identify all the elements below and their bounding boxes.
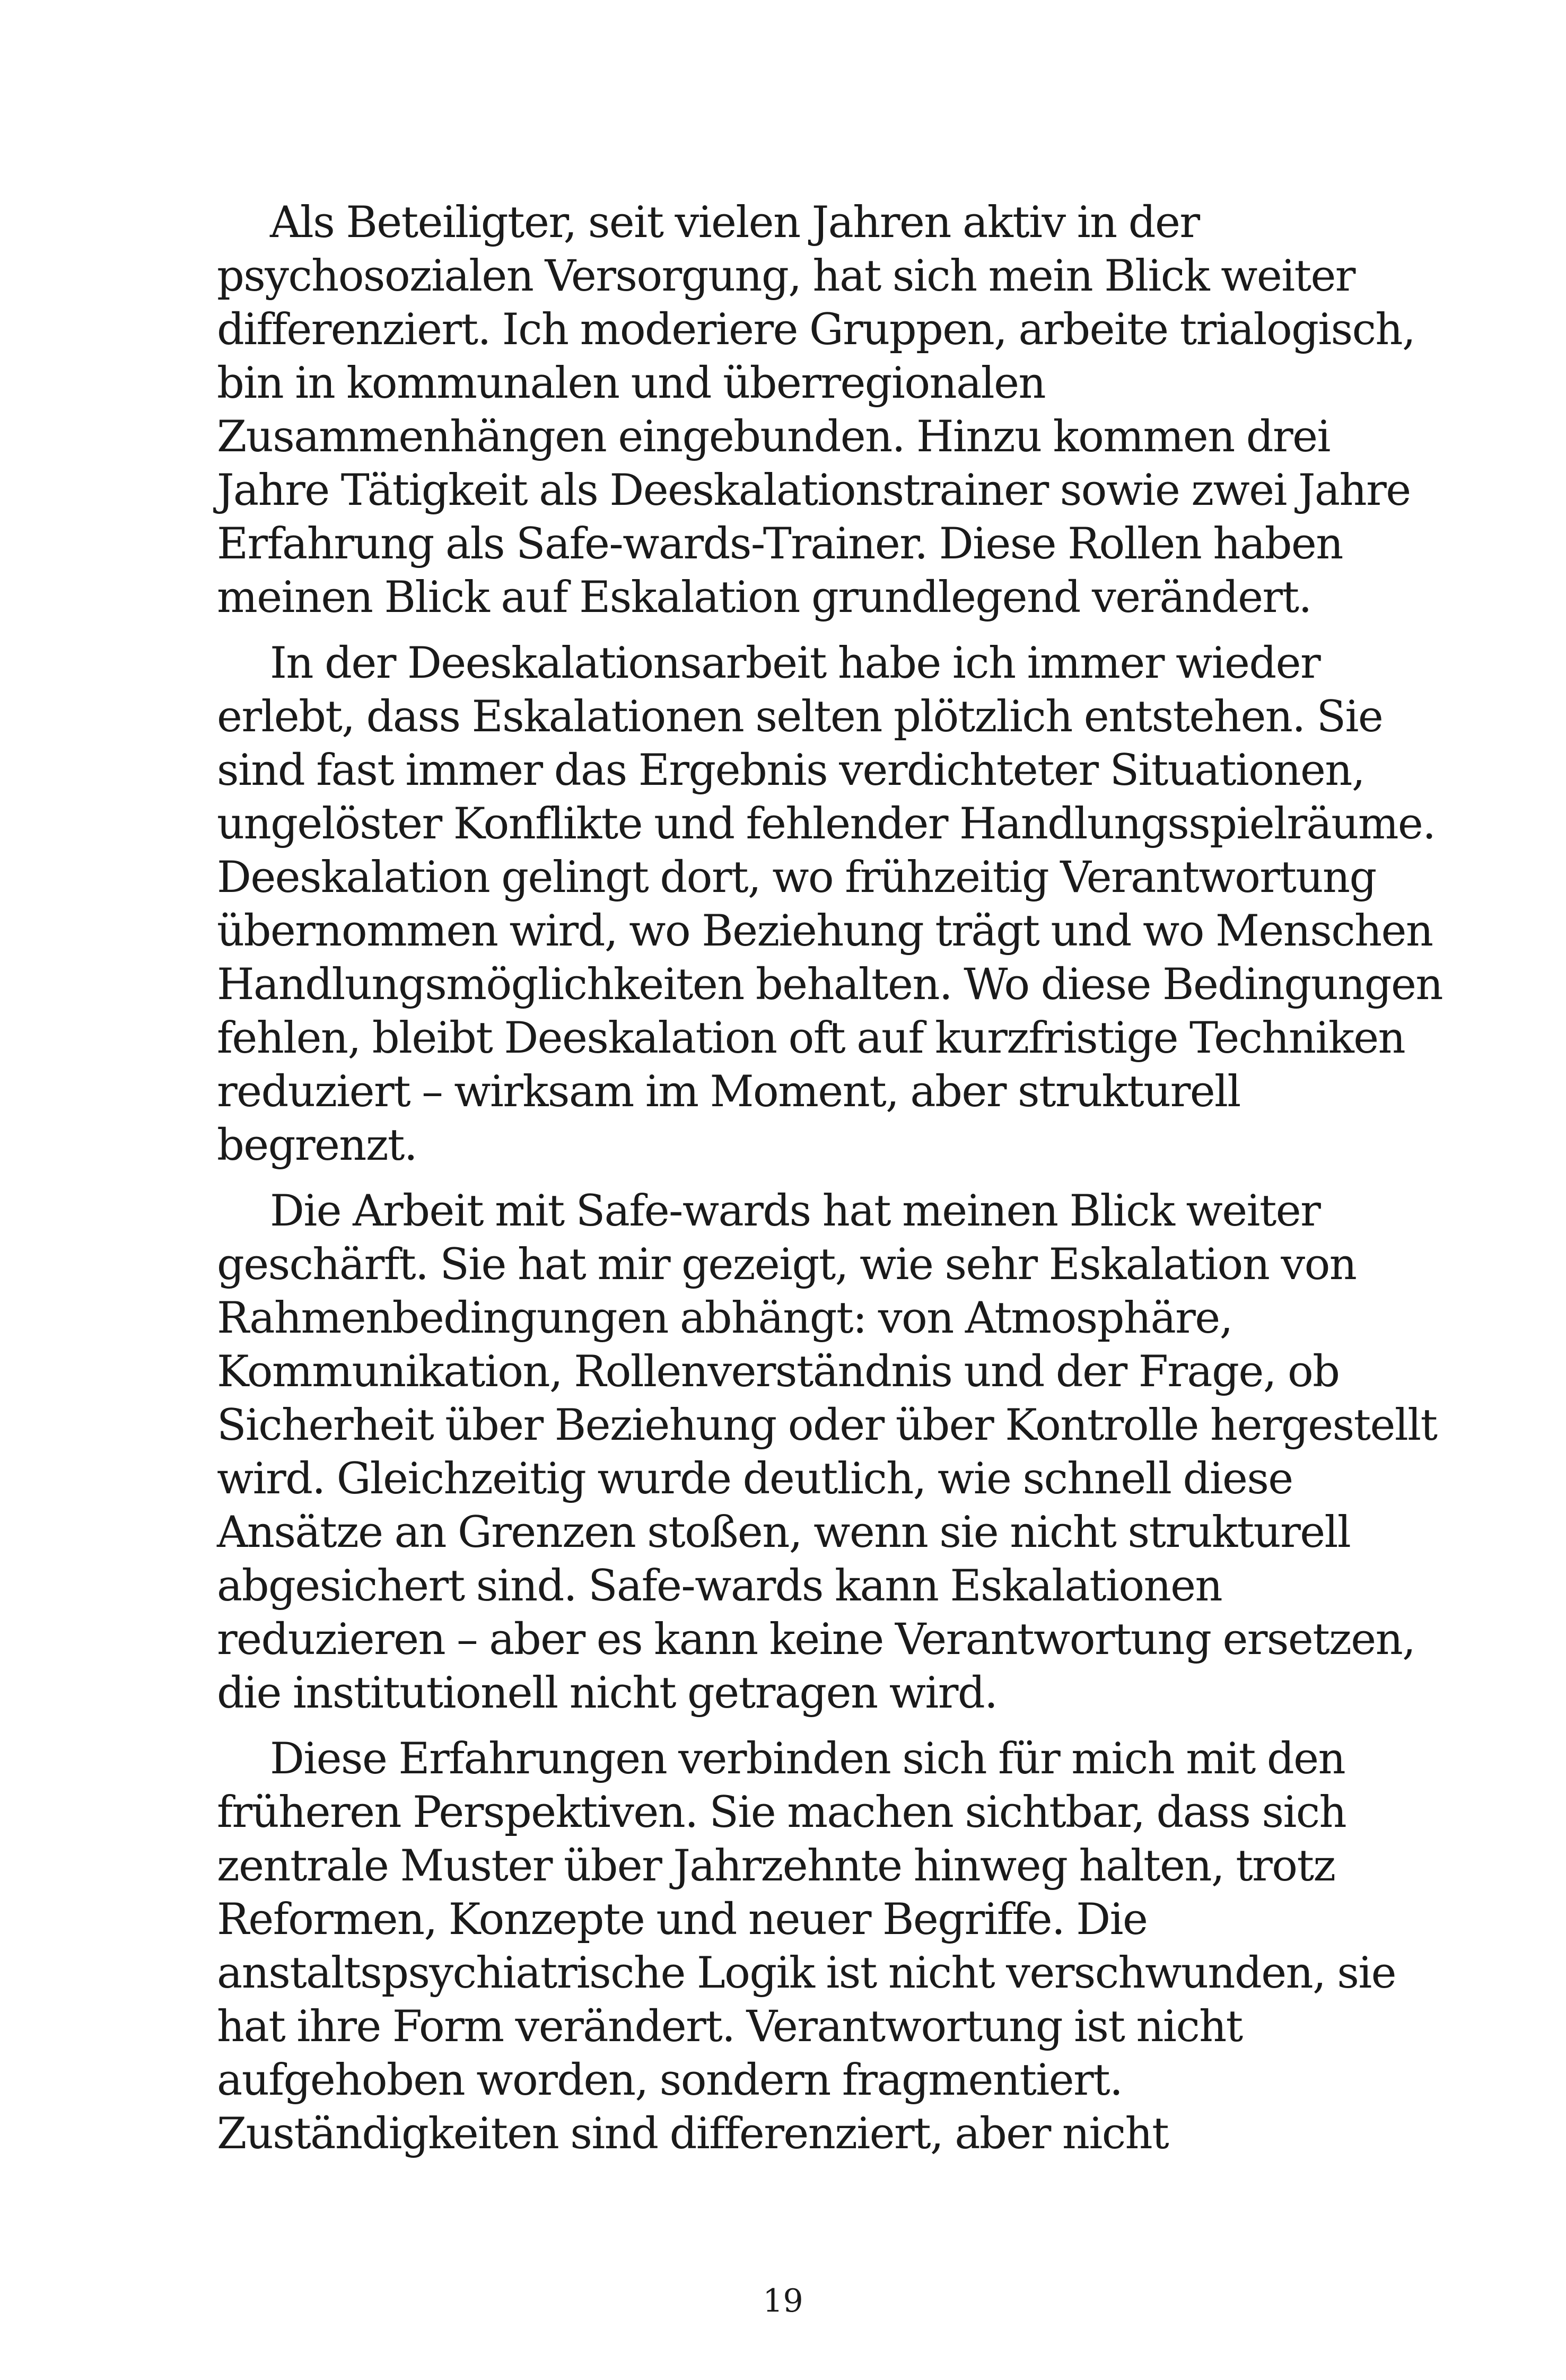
text-line: die institutionell nicht getragen wird. [217,1668,998,1718]
paragraph-3 [217,1185,1437,1720]
text-line: bin in kommunalen und überregionalen [217,358,1045,408]
text-line: anstaltspsychiatrische Logik ist nicht verschwunden, sie [217,1948,1396,1998]
text-line: Die Arbeit mit Safe-wards hat meinen Blick weiter [270,1186,1320,1236]
text-line: reduzieren – aber es kann keine Verantwortung ersetzen, [217,1615,1415,1665]
text-line: Erfahrung als Safe-wards-Trainer. Diese Rollen haben [217,519,1343,569]
paragraph-2 [217,637,1442,1172]
text-line: erlebt, dass Eskalationen selten plötzlich entstehen. Sie [217,692,1383,742]
text-line: Zuständigkeiten sind differenziert, aber nicht [217,2109,1169,2159]
text-line: zentrale Muster über Jahrzehnte hinweg halten, trotz [217,1841,1335,1891]
text-line: begrenzt. [217,1121,417,1170]
text-line: Sicherheit über Beziehung oder über Kontrolle hergestellt [217,1401,1437,1450]
text-line: Rahmenbedingungen abhängt: von Atmosphäre, [217,1293,1232,1343]
page-number: 19 [763,2282,803,2320]
text-line: Deeskalation gelingt dort, wo frühzeitig Verantwortung [217,853,1376,903]
text-line: Ansätze an Grenzen stoßen, wenn sie nicht strukturell [217,1508,1351,1558]
text-line: übernommen wird, wo Beziehung trägt und wo Menschen [217,906,1433,956]
text-line: abgesichert sind. Safe-wards kann Eskalationen [217,1561,1222,1611]
text-line: Reformen, Konzepte und neuer Begriffe. Die [217,1895,1148,1945]
text-line: früheren Perspektiven. Sie machen sichtbar, dass sich [217,1788,1346,1838]
text-line: In der Deeskalationsarbeit habe ich immer wieder [270,638,1320,688]
text-line: fehlen, bleibt Deeskalation oft auf kurzfristige Techniken [217,1013,1405,1063]
text-line: sind fast immer das Ergebnis verdichteter Situationen, [217,746,1365,795]
text-line: wird. Gleichzeitig wurde deutlich, wie schnell diese [217,1454,1293,1504]
text-line: differenziert. Ich moderiere Gruppen, arbeite trialogisch, [217,305,1415,355]
text-line: Kommunikation, Rollenverständnis und der Frage, ob [217,1347,1340,1397]
text-line: Jahre Tätigkeit als Deeskalationstrainer sowie zwei Jahre [217,466,1411,515]
text-line: hat ihre Form verändert. Verantwortung ist nicht [217,2002,1243,2052]
paragraph-4 [217,1732,1396,2161]
text-line: geschärft. Sie hat mir gezeigt, wie sehr Eskalation von [217,1240,1357,1290]
text-line: Diese Erfahrungen verbinden sich für mich mit den [270,1734,1345,1784]
text-line: ungelöster Konflikte und fehlender Handlungsspielräume. [217,799,1436,849]
text-line: psychosozialen Versorgung, hat sich mein Blick weiter [217,251,1355,301]
paragraph-1 [217,196,1415,625]
text-line: Handlungsmöglichkeiten behalten. Wo diese Bedingungen [217,960,1442,1010]
body-text [217,196,1442,2173]
text-line: Als Beteiligter, seit vielen Jahren aktiv in der [270,198,1200,248]
text-line: Zusammenhängen eingebunden. Hinzu kommen drei [217,412,1330,462]
text-line: reduziert – wirksam im Moment, aber strukturell [217,1067,1240,1117]
text-line: aufgehoben worden, sondern fragmentiert. [217,2055,1123,2105]
text-line: meinen Blick auf Eskalation grundlegend verändert. [217,573,1311,623]
